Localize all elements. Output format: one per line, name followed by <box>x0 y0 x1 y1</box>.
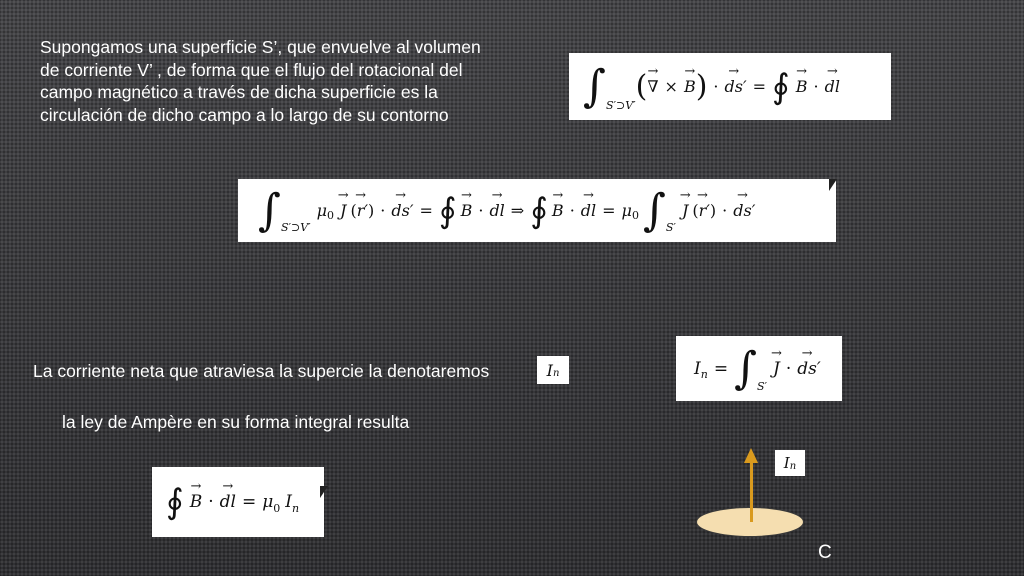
intro-line-4: circulación de dicho campo a lo largo de su contorno <box>40 104 449 125</box>
ampere-law-text: la ley de Ampère en su forma integral resulta <box>62 412 410 432</box>
current-arrow-shaft <box>750 462 753 522</box>
ds-vector: → ds <box>725 77 743 96</box>
ampere-integral-equation: ∮ → B · → dl = μ 0 I n <box>152 467 324 537</box>
dl-vector: → dl <box>825 77 840 96</box>
b-vector: → B <box>684 77 696 96</box>
intro-line-3: campo magnético a través de dicha superficie es la <box>40 82 438 102</box>
integral-sign: ∫ <box>583 60 606 112</box>
intro-paragraph <box>40 36 540 126</box>
r-vector: → r <box>357 201 365 220</box>
current-arrow-icon <box>744 448 758 463</box>
net-current-equation: I n = ∫ S′ → J · → ds ′ <box>676 336 842 401</box>
intro-line-2: de corriente V’ , de forma que el flujo del rotacional del <box>40 59 463 80</box>
j-vector: → J <box>340 201 346 220</box>
b-vector: → B <box>796 77 808 96</box>
surface-subscript: S′⊃V′ <box>605 99 636 112</box>
current-symbol-box: I n <box>537 356 569 384</box>
ampere-derivation-equation: ∫ S′⊃V′ μ 0 → J ( → r ′ ) · → ds ′ = ∮ → B · → dl ⇒ ∮ → B · → dl = μ 0 ∫ S′ → J ( → r ′ ) · → ds ′ <box>238 179 836 242</box>
nabla-vector: → ∇ <box>647 77 658 96</box>
net-current-text: La corriente neta que atraviesa la supercie la denotaremos <box>33 361 490 381</box>
contour-integral-sign: ∮ <box>772 66 790 107</box>
contour-label: C <box>818 542 832 563</box>
intro-line-1: Supongamos una superficie S’, que envuelve al volumen <box>40 37 481 57</box>
stokes-equation: ∫ S′⊃V′ ( → ∇ × → B ) · → ds ′ = ∮ → B · → dl <box>569 53 891 120</box>
current-label-box: I n <box>775 450 805 476</box>
